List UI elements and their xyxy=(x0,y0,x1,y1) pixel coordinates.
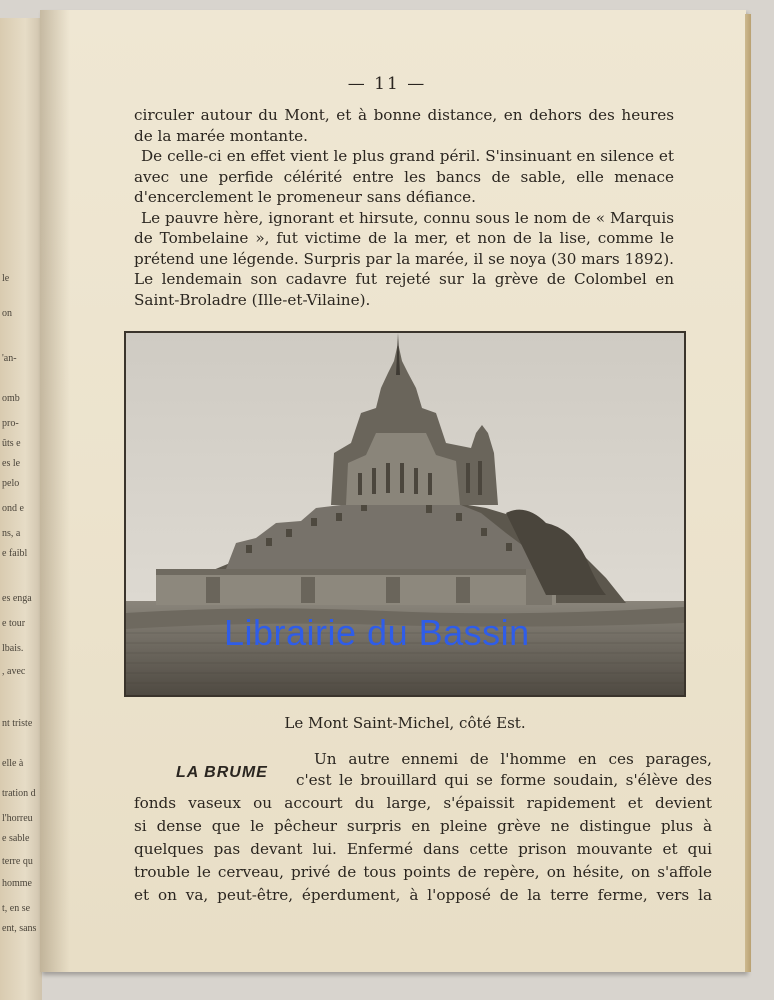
text-line: fonds vaseux ou accourt du large, s'épaissit rapidement et devient xyxy=(134,794,712,812)
facing-page-fragment: , avec xyxy=(2,666,26,677)
gutter-shadow xyxy=(40,10,70,972)
facing-page-fragment: homme xyxy=(2,878,32,889)
facing-page-fragment: omb xyxy=(2,393,20,404)
text-line: et on va, peut-être, éperdument, à l'opposé de la terre ferme, vers la xyxy=(134,886,712,904)
facing-page-edge xyxy=(0,18,42,1000)
facing-page-fragment: es le xyxy=(2,458,21,469)
facing-page-fragment: ent, sans xyxy=(2,923,37,934)
page-stack-edge xyxy=(745,14,751,972)
facing-page-fragment: ond e xyxy=(2,503,24,514)
facing-page-fragment: pelo xyxy=(2,478,20,489)
section-title: LA BRUME xyxy=(176,764,268,781)
text-line: quelques pas devant lui. Enfermé dans cette prison mouvante et qui xyxy=(134,840,712,858)
facing-page-fragment: le xyxy=(2,273,10,284)
facing-page-fragment: e sable xyxy=(2,833,30,844)
text-line: trouble le cerveau, privé de tous points de repère, on hésite, on s'affole xyxy=(134,863,712,881)
paragraph: Le pauvre hère, ignorant et hirsute, connu sous le nom de « Marquis de Tombelaine », fut victime de la mer, et non de la lise, comme le prétend une légende. Surpris par la marée, il se noya (30 mars 1892). Le lendemain son cadavre fut rejeté sur la grève de Colombel en Saint-Broladre (Ille-et-Vilaine). xyxy=(134,208,674,309)
facing-page-fragment: on xyxy=(2,308,12,319)
facing-page-fragment: ûts e xyxy=(2,438,21,449)
watermark: Librairie du Bassin xyxy=(224,612,530,653)
facing-page-fragment: e faibl xyxy=(2,548,28,559)
facing-page-fragment: ns, a xyxy=(2,528,21,539)
body-text-top xyxy=(134,105,674,310)
facing-page-fragment: elle à xyxy=(2,758,24,769)
facing-page-fragment: 'an- xyxy=(2,353,17,364)
page-number: — 11 — xyxy=(347,74,427,94)
facing-page-fragment: lbais. xyxy=(2,643,24,654)
figure-caption: Le Mont Saint-Michel, côté Est. xyxy=(284,714,526,732)
facing-page-fragment: tration d xyxy=(2,788,36,799)
facing-page-fragment: e tour xyxy=(2,618,26,629)
facing-page-fragment: es enga xyxy=(2,593,32,604)
facing-page-fragment: t, en se xyxy=(2,903,31,914)
facing-page-fragment: terre qu xyxy=(2,856,33,867)
text-line: c'est le brouillard qui se forme soudain, s'élève des xyxy=(296,771,712,789)
facing-page-fragment: pro- xyxy=(2,418,19,429)
text-line: si dense que le pêcheur surpris en pleine grève ne distingue plus à xyxy=(134,817,712,835)
paragraph: circuler autour du Mont, et à bonne distance, en dehors des heures de la marée montante. xyxy=(134,106,674,145)
facing-page-fragment: nt triste xyxy=(2,718,33,729)
text-line: Un autre ennemi de l'homme en ces parages, xyxy=(314,750,712,768)
paragraph: De celle-ci en effet vient le plus grand péril. S'insinuant en silence et avec une perfide célérité entre les bancs de sable, elle menace d'encerclement le promeneur sans défiance. xyxy=(134,147,674,206)
facing-page-fragment: l'horreu xyxy=(2,813,33,824)
